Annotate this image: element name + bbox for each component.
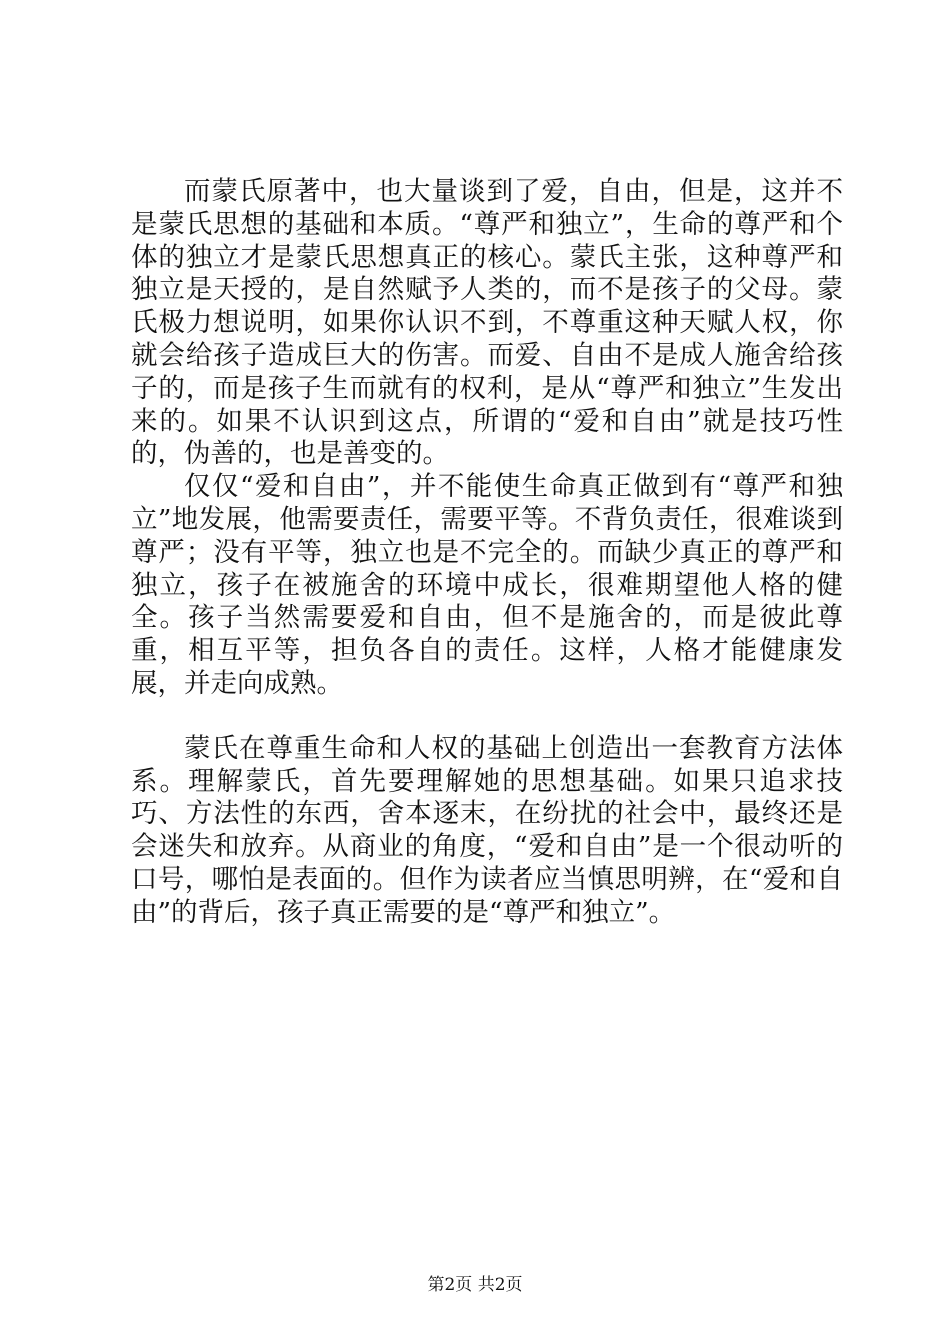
paragraph-2: 仅仅“爱和自由”，并不能使生命真正做到有“尊严和独立”地发展，他需要责任，需要平等。不背负责任，很难谈到尊严；没有平等，独立也是不完全的。而缺少真正的尊严和独立，孩子在被施舍的环境中成长，很难期望他人格的健全。孩子当然需要爱和自由，但不是施舍的，而是彼此尊重，相互平等，担负各自的责任。这样，人格才能健康发展，并走向成熟。 xyxy=(131,471,843,699)
body-text xyxy=(131,176,843,930)
paragraph-3: 蒙氏在尊重生命和人权的基础上创造出一套教育方法体系。理解蒙氏，首先要理解她的思想基础。如果只追求技巧、方法性的东西，舍本逐末，在纷扰的社会中，最终还是会迷失和放弃。从商业的角度，“爱和自由”是一个很动听的口号，哪怕是表面的。但作为读者应当慎思明辨，在“爱和自由”的背后，孩子真正需要的是“尊严和独立”。 xyxy=(131,732,843,928)
page-footer: 第2页 共2页 xyxy=(427,1275,523,1295)
paragraph-1: 而蒙氏原著中，也大量谈到了爱，自由，但是，这并不是蒙氏思想的基础和本质。“尊严和独立”，生命的尊严和个体的独立才是蒙氏思想真正的核心。蒙氏主张，这种尊严和独立是天授的，是自然赋予人类的，而不是孩子的父母。蒙氏极力想说明，如果你认识不到，不尊重这种天赋人权，你就会给孩子造成巨大的伤害。而爱、自由不是成人施舍给孩子的，而是孩子生而就有的权利，是从“尊严和独立”生发出来的。如果不认识到这点，所谓的“爱和自由”就是技巧性的，伪善的，也是善变的。 xyxy=(131,176,843,470)
